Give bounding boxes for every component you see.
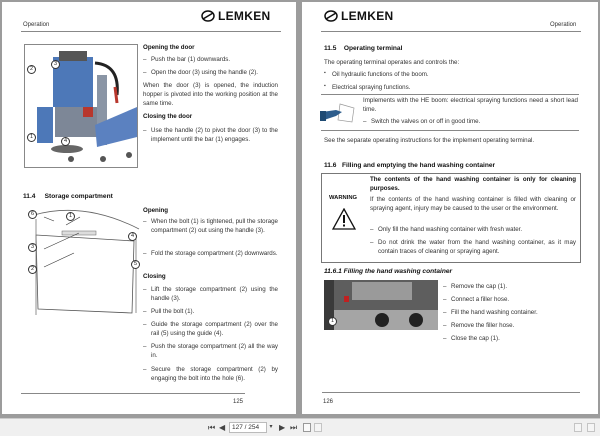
warning-label: WARNING bbox=[329, 195, 358, 201]
closing-step-3: – Guide the storage compartment (2) over the rail (5) using the guide (4). bbox=[143, 320, 278, 338]
fill-step-4: – Remove the filler hose. bbox=[443, 321, 578, 330]
closing-door-title: Closing the door bbox=[143, 113, 193, 120]
first-page-icon[interactable]: ⏮ bbox=[208, 423, 216, 432]
callout-4: 4 bbox=[61, 137, 70, 146]
section-11-6-1-heading: 11.6.1 Filling the hand washing container bbox=[324, 268, 453, 275]
opening-door-step-2: – Open the door (3) using the handle (2). bbox=[143, 68, 278, 77]
section-title: Filling and emptying the hand washing container bbox=[341, 162, 496, 169]
closing-title: Closing bbox=[143, 273, 166, 280]
see-also-text: See the separate operating instructions for the implement operating terminal. bbox=[324, 137, 535, 144]
opening-door-title: Opening the door bbox=[143, 44, 195, 51]
page-number: 125 bbox=[233, 399, 244, 405]
callout-1: 1 bbox=[66, 212, 75, 221]
fit-page-icon[interactable] bbox=[574, 423, 582, 432]
callout-2: 2 bbox=[28, 265, 37, 274]
section-11-6-heading bbox=[324, 162, 495, 169]
right-page bbox=[302, 2, 598, 414]
spray-unit-illustration bbox=[25, 45, 138, 168]
warning-title: The contents of the hand washing container is only for cleaning purposes. bbox=[370, 176, 576, 192]
note-step: – Switch the valves on or off in good time. bbox=[363, 117, 578, 126]
footer-rule bbox=[322, 392, 580, 393]
closing-step-4: – Push the storage compartment (2) all the way in. bbox=[143, 342, 278, 360]
hand-washing-container-photo bbox=[324, 280, 438, 330]
section-11-4-heading bbox=[23, 193, 113, 200]
opening-step-1: – When the bolt (1) is tightened, pull the storage compartment (2) out using the handle (3). bbox=[143, 217, 278, 235]
opening-door-note: When the door (3) is opened, the induction hopper is pivoted into the working position at the same time. bbox=[143, 82, 278, 107]
section-number: 11.6 bbox=[324, 162, 337, 169]
closing-door-step-1: – Use the handle (2) to pivot the door (3) to the implement until the bar (1) engages. bbox=[143, 126, 278, 144]
section-title: Storage compartment bbox=[44, 193, 113, 200]
page-number: 126 bbox=[323, 399, 334, 405]
section-title: Operating terminal bbox=[343, 45, 403, 52]
header-rule bbox=[321, 31, 581, 32]
callout-3: 3 bbox=[28, 243, 37, 252]
section-11-5-heading bbox=[324, 45, 402, 52]
bullet-2: ▪ Electrical spraying functions. bbox=[324, 84, 410, 91]
fit-width-icon[interactable] bbox=[587, 423, 595, 432]
fill-step-3: – Fill the hand washing container. bbox=[443, 308, 578, 317]
fill-step-1: – Remove the cap (1). bbox=[443, 282, 578, 291]
fill-step-2: – Connect a filler hose. bbox=[443, 295, 578, 304]
callout-1: 1 bbox=[27, 133, 36, 142]
warning-text: If the contents of the hand washing container is filled with cleaning or spraying agent, injury may be caused to the user or the environment. bbox=[370, 196, 576, 212]
callout-2: 2 bbox=[27, 65, 36, 74]
header-section-label: Operation bbox=[23, 22, 50, 28]
storage-compartment-illustration bbox=[24, 205, 140, 317]
previous-page-icon[interactable]: ◀ bbox=[219, 423, 226, 432]
bullet-1: ▪ Oil hydraulic functions of the boom. bbox=[324, 71, 429, 78]
lemken-logo-icon bbox=[201, 10, 215, 22]
figure-storage-compartment-image bbox=[24, 205, 140, 317]
warning-step-2: – Do not drink the water from the hand washing container, as it may contain traces of cleaning or spraying agent. bbox=[370, 238, 576, 256]
callout-5: 5 bbox=[131, 260, 140, 269]
two-page-view-icon[interactable] bbox=[314, 423, 322, 432]
lemken-logo bbox=[324, 9, 393, 23]
closing-step-5: – Secure the storage compartment (2) by engaging the bolt into the hole (6). bbox=[143, 365, 278, 383]
note-top-rule bbox=[321, 94, 579, 95]
logo-text: LEMKEN bbox=[218, 9, 271, 23]
page-dropdown-icon[interactable]: ▾ bbox=[269, 424, 273, 430]
opening-step-2: – Fold the storage compartment (2) downwards. bbox=[143, 249, 278, 258]
warning-step-1: – Only fill the hand washing container with fresh water. bbox=[370, 225, 576, 234]
opening-door-step-1: – Push the bar (1) downwards. bbox=[143, 55, 278, 64]
closing-step-2: – Pull the bolt (1). bbox=[143, 307, 278, 316]
section-number: 11.4 bbox=[23, 193, 36, 200]
callout-4: 4 bbox=[128, 232, 137, 241]
section-11-5-intro: The operating terminal operates and controls the: bbox=[324, 59, 460, 66]
lemken-logo-icon bbox=[324, 10, 338, 22]
callout-6: 6 bbox=[28, 210, 37, 219]
note-bottom-rule bbox=[321, 130, 579, 131]
pointing-hand-icon bbox=[316, 102, 356, 124]
lemken-logo bbox=[201, 9, 270, 23]
header-section-label: Operation bbox=[550, 22, 577, 28]
warning-box bbox=[321, 173, 581, 263]
closing-step-1: – Lift the storage compartment (2) using the handle (3). bbox=[143, 285, 278, 303]
warning-triangle-icon bbox=[332, 208, 356, 230]
header-rule bbox=[21, 31, 281, 32]
logo-text: LEMKEN bbox=[341, 9, 394, 23]
last-page-icon[interactable]: ⏭ bbox=[290, 423, 298, 432]
callout-1: 1 bbox=[328, 317, 337, 326]
next-page-icon[interactable]: ▶ bbox=[279, 423, 286, 432]
left-page bbox=[2, 2, 296, 414]
fill-step-5: – Close the cap (1). bbox=[443, 334, 578, 343]
figure-door-image bbox=[24, 44, 138, 168]
footer-rule bbox=[21, 393, 245, 394]
section-number: 11.5 bbox=[324, 45, 337, 52]
page-navigation-toolbar bbox=[0, 418, 600, 436]
callout-3: 3 bbox=[51, 60, 60, 69]
note-text: Implements with the HE boom: electrical spraying functions need a short lead time. bbox=[363, 97, 578, 113]
opening-title: Opening bbox=[143, 207, 169, 214]
single-page-view-icon[interactable] bbox=[303, 423, 311, 432]
page-number-input[interactable]: 127 / 254 bbox=[229, 422, 267, 433]
figure-hand-washing-image bbox=[324, 280, 438, 330]
